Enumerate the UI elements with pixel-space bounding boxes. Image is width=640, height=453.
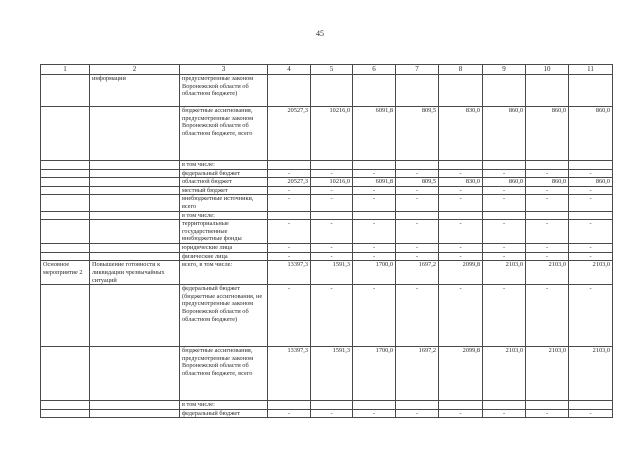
table-row <box>41 211 613 220</box>
name-cell <box>90 161 180 170</box>
event-cell <box>41 211 90 220</box>
column-header: 10 <box>526 65 569 75</box>
event-cell <box>41 285 90 347</box>
value-cell <box>483 75 526 107</box>
value-cell: - <box>439 220 483 244</box>
column-header: 7 <box>396 65 439 75</box>
event-cell <box>41 75 90 107</box>
table-row <box>41 161 613 170</box>
name-cell: информации <box>90 75 180 107</box>
source-cell: бюджетные ассигнования, предусмотренные законом Воронежской области об областном бюджете, всего <box>180 107 268 161</box>
value-cell: 2099,8 <box>439 347 483 401</box>
value-cell: - <box>569 186 613 195</box>
name-cell <box>90 244 180 253</box>
value-cell: 860,0 <box>526 107 569 161</box>
value-cell: - <box>396 285 439 347</box>
column-header: 4 <box>268 65 311 75</box>
value-cell <box>569 75 613 107</box>
column-header: 5 <box>311 65 353 75</box>
event-cell <box>41 195 90 211</box>
value-cell <box>439 211 483 220</box>
name-cell <box>90 401 180 410</box>
value-cell: - <box>483 169 526 178</box>
table-row <box>41 75 613 107</box>
event-cell <box>41 252 90 261</box>
value-cell: - <box>526 195 569 211</box>
value-cell <box>483 401 526 410</box>
value-cell: 2103,0 <box>526 261 569 285</box>
column-header: 9 <box>483 65 526 75</box>
source-cell: местный бюджет <box>180 186 268 195</box>
value-cell: 2099,8 <box>439 261 483 285</box>
value-cell <box>268 161 311 170</box>
value-cell <box>353 75 396 107</box>
value-cell: 1591,3 <box>311 347 353 401</box>
value-cell: - <box>396 195 439 211</box>
value-cell: - <box>311 244 353 253</box>
value-cell: 10216,0 <box>311 107 353 161</box>
value-cell: - <box>569 409 613 418</box>
value-cell: - <box>353 252 396 261</box>
value-cell <box>439 75 483 107</box>
table-row <box>41 107 613 161</box>
value-cell: 860,0 <box>569 178 613 187</box>
value-cell: 6091,8 <box>353 107 396 161</box>
value-cell <box>396 211 439 220</box>
source-cell: бюджетные ассигнования, предусмотренные законом Воронежской области об областном бюджете, всего <box>180 347 268 401</box>
name-cell <box>90 252 180 261</box>
name-cell <box>90 347 180 401</box>
value-cell: - <box>483 409 526 418</box>
value-cell <box>311 401 353 410</box>
value-cell: - <box>569 285 613 347</box>
value-cell: - <box>569 195 613 211</box>
table-row <box>41 244 613 253</box>
value-cell <box>483 211 526 220</box>
value-cell: 1591,3 <box>311 261 353 285</box>
name-cell <box>90 107 180 161</box>
table-row <box>41 409 613 418</box>
value-cell: - <box>396 186 439 195</box>
value-cell: 809,5 <box>396 178 439 187</box>
value-cell <box>526 401 569 410</box>
value-cell: - <box>396 409 439 418</box>
event-cell <box>41 178 90 187</box>
value-cell: - <box>569 252 613 261</box>
value-cell: - <box>396 244 439 253</box>
value-cell: - <box>311 252 353 261</box>
value-cell <box>311 161 353 170</box>
name-cell <box>90 195 180 211</box>
value-cell: - <box>439 409 483 418</box>
value-cell: - <box>353 186 396 195</box>
value-cell: - <box>569 169 613 178</box>
value-cell: 860,0 <box>483 107 526 161</box>
value-cell: - <box>526 169 569 178</box>
value-cell <box>526 161 569 170</box>
value-cell: - <box>311 409 353 418</box>
value-cell <box>268 75 311 107</box>
value-cell: 830,0 <box>439 178 483 187</box>
table-row <box>41 186 613 195</box>
event-cell <box>41 161 90 170</box>
value-cell: - <box>353 220 396 244</box>
value-cell: 1700,0 <box>353 347 396 401</box>
value-cell: - <box>268 285 311 347</box>
value-cell: 2103,0 <box>526 347 569 401</box>
value-cell: 20527,3 <box>268 178 311 187</box>
column-header: 6 <box>353 65 396 75</box>
value-cell: - <box>268 169 311 178</box>
value-cell: - <box>353 409 396 418</box>
column-header: 2 <box>90 65 180 75</box>
budget-table <box>40 64 613 418</box>
value-cell: - <box>569 220 613 244</box>
value-cell: 860,0 <box>483 178 526 187</box>
source-cell: в том числе: <box>180 401 268 410</box>
value-cell <box>569 161 613 170</box>
value-cell: - <box>439 244 483 253</box>
name-cell <box>90 211 180 220</box>
value-cell: - <box>439 169 483 178</box>
source-cell: в том числе: <box>180 161 268 170</box>
value-cell: - <box>526 220 569 244</box>
value-cell <box>396 75 439 107</box>
value-cell: - <box>526 252 569 261</box>
event-cell <box>41 220 90 244</box>
value-cell: - <box>483 220 526 244</box>
column-header: 1 <box>41 65 90 75</box>
value-cell: 2103,0 <box>569 347 613 401</box>
value-cell <box>483 161 526 170</box>
event-cell: Основное мероприятие 2 <box>41 261 90 285</box>
value-cell: - <box>396 252 439 261</box>
value-cell <box>569 401 613 410</box>
value-cell: - <box>569 244 613 253</box>
table-row <box>41 220 613 244</box>
value-cell: 2103,0 <box>483 347 526 401</box>
header-row <box>41 65 613 75</box>
value-cell <box>439 401 483 410</box>
value-cell: - <box>526 244 569 253</box>
value-cell: - <box>268 252 311 261</box>
name-cell <box>90 285 180 347</box>
name-cell <box>90 409 180 418</box>
value-cell: - <box>483 186 526 195</box>
value-cell: - <box>311 195 353 211</box>
value-cell: - <box>396 169 439 178</box>
source-cell: федеральный бюджет (бюджетные ассигнования, не предусмотренные законом Воронежской области об областном бюджете) <box>180 285 268 347</box>
source-cell: физические лица <box>180 252 268 261</box>
value-cell: 830,0 <box>439 107 483 161</box>
table-body <box>41 75 613 418</box>
value-cell: - <box>268 244 311 253</box>
value-cell: 2103,0 <box>569 261 613 285</box>
value-cell <box>396 161 439 170</box>
column-header: 11 <box>569 65 613 75</box>
page-number: 45 <box>316 29 324 38</box>
event-cell <box>41 186 90 195</box>
table-row <box>41 347 613 401</box>
value-cell: 1697,2 <box>396 261 439 285</box>
column-header: 8 <box>439 65 483 75</box>
value-cell: - <box>483 285 526 347</box>
value-cell: - <box>311 285 353 347</box>
name-cell <box>90 186 180 195</box>
name-cell <box>90 220 180 244</box>
value-cell: - <box>526 285 569 347</box>
value-cell: - <box>483 252 526 261</box>
event-cell <box>41 169 90 178</box>
value-cell: 1700,0 <box>353 261 396 285</box>
table-row <box>41 285 613 347</box>
value-cell <box>569 211 613 220</box>
table-row <box>41 195 613 211</box>
table-row <box>41 169 613 178</box>
value-cell: - <box>268 409 311 418</box>
value-cell: - <box>396 220 439 244</box>
value-cell: - <box>311 169 353 178</box>
value-cell: 6091,8 <box>353 178 396 187</box>
value-cell <box>311 75 353 107</box>
value-cell: - <box>268 220 311 244</box>
value-cell: 860,0 <box>569 107 613 161</box>
value-cell: - <box>353 244 396 253</box>
value-cell: - <box>526 409 569 418</box>
value-cell <box>526 211 569 220</box>
source-cell: областной бюджет <box>180 178 268 187</box>
value-cell: 20527,3 <box>268 107 311 161</box>
value-cell: - <box>439 195 483 211</box>
event-cell <box>41 244 90 253</box>
source-cell: территориальные государственные внебюджетные фонды <box>180 220 268 244</box>
value-cell <box>268 401 311 410</box>
value-cell: 860,0 <box>526 178 569 187</box>
value-cell: 2103,0 <box>483 261 526 285</box>
source-cell: юридические лица <box>180 244 268 253</box>
value-cell: 1697,2 <box>396 347 439 401</box>
value-cell: - <box>353 285 396 347</box>
value-cell <box>353 401 396 410</box>
value-cell <box>439 161 483 170</box>
value-cell: 13397,3 <box>268 347 311 401</box>
event-cell <box>41 401 90 410</box>
table-row <box>41 252 613 261</box>
source-cell: в том числе: <box>180 211 268 220</box>
value-cell: - <box>439 285 483 347</box>
source-cell: предусмотренные законом Воронежской области об областном бюджете) <box>180 75 268 107</box>
table-row <box>41 401 613 410</box>
value-cell <box>353 211 396 220</box>
value-cell: - <box>353 195 396 211</box>
value-cell <box>353 161 396 170</box>
value-cell: - <box>439 252 483 261</box>
source-cell: федеральный бюджет <box>180 169 268 178</box>
source-cell: федеральный бюджет <box>180 409 268 418</box>
value-cell: - <box>311 220 353 244</box>
value-cell: 10216,0 <box>311 178 353 187</box>
value-cell: - <box>268 195 311 211</box>
event-cell <box>41 347 90 401</box>
value-cell: - <box>439 186 483 195</box>
name-cell: Повышение готовности к ликвидации чрезвычайных ситуаций <box>90 261 180 285</box>
source-cell: внебюджетные источники, всего <box>180 195 268 211</box>
value-cell: - <box>353 169 396 178</box>
event-cell <box>41 107 90 161</box>
value-cell <box>396 401 439 410</box>
value-cell <box>526 75 569 107</box>
name-cell <box>90 169 180 178</box>
source-cell: всего, в том числе: <box>180 261 268 285</box>
event-cell <box>41 409 90 418</box>
value-cell <box>268 211 311 220</box>
value-cell: 13397,3 <box>268 261 311 285</box>
name-cell <box>90 178 180 187</box>
table-row <box>41 261 613 285</box>
value-cell: - <box>483 195 526 211</box>
value-cell: 809,5 <box>396 107 439 161</box>
value-cell: - <box>526 186 569 195</box>
value-cell: - <box>311 186 353 195</box>
table-row <box>41 178 613 187</box>
value-cell <box>311 211 353 220</box>
value-cell: - <box>483 244 526 253</box>
value-cell: - <box>268 186 311 195</box>
column-header: 3 <box>180 65 268 75</box>
